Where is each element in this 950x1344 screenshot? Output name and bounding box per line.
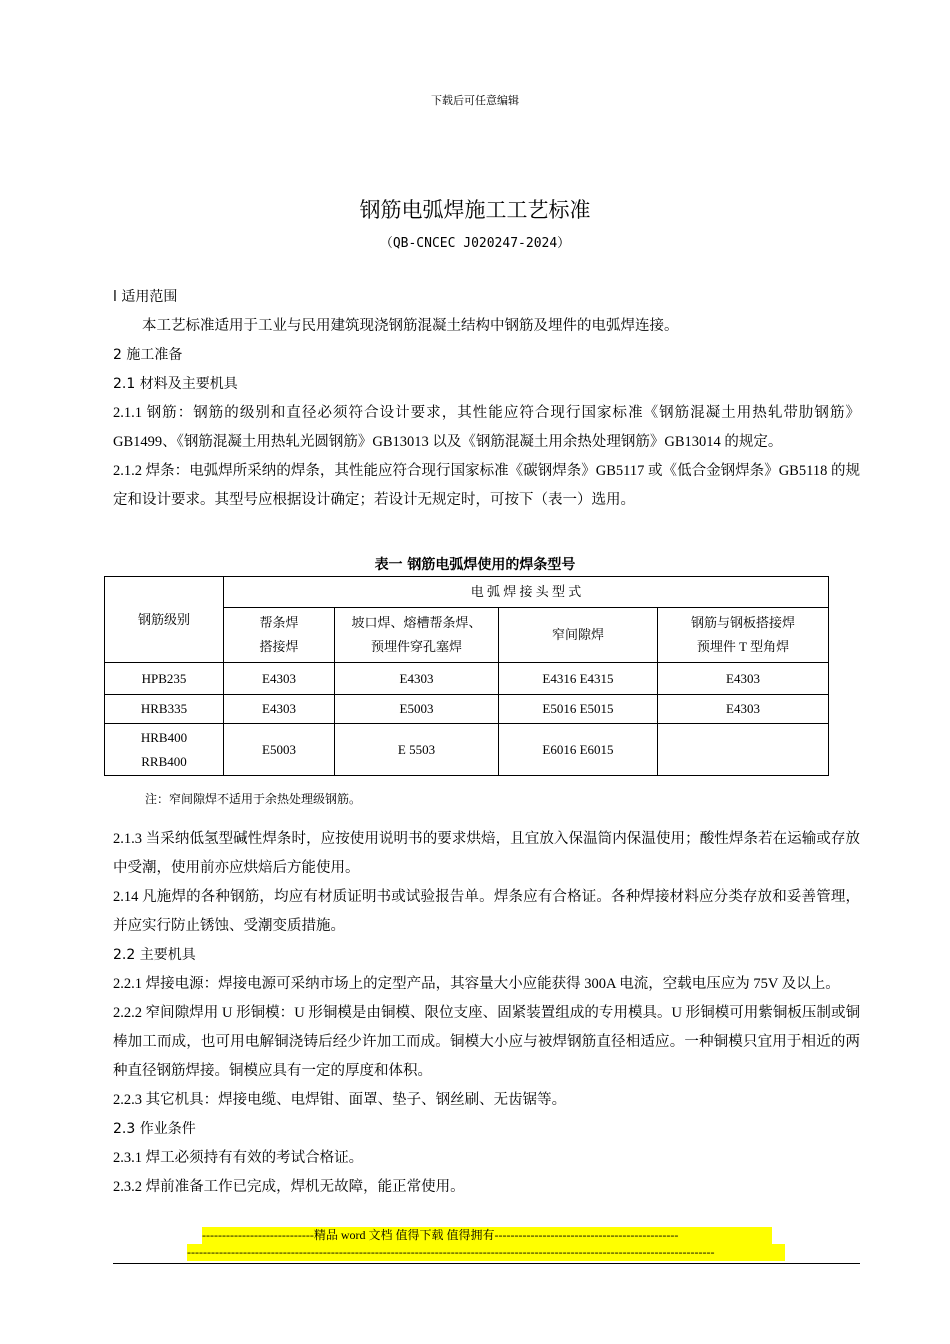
table-row [105, 663, 829, 695]
table-cell: HRB335 [105, 695, 224, 724]
header-joint-type: 电 弧 焊 接 头 型 式 [224, 577, 829, 608]
header-col4: 钢筋与钢板搭接焊 预埋件 T 型角焊 [658, 608, 829, 663]
section-2-2-heading: 2.2 主要机具 [113, 947, 196, 963]
table-cell: E6016 E6015 [499, 724, 658, 776]
footer-line-2: ------------------------------------------------------------------------------------------------------------------------------------ [187, 1244, 785, 1261]
paragraph-2-3-2: 2.3.2 焊前准备工作已完成，焊机无故障，能正常使用。 [113, 1179, 465, 1195]
table-cell: HRB400 RRB400 [105, 724, 224, 776]
table-cell [658, 724, 829, 776]
paragraph-2-2-2: 2.2.2 窄间隙焊用 U 形铜模：U 形铜模是由铜模、限位支座、固紧装置组成的专用模具。U 形铜模可用紫铜板压制或铜棒加工而成，也可用电解铜浇铸后经少许加工而成。铜模大小应与被焊钢筋直径相适应。一种铜模只宜用于相近的两种直径钢筋焊接。铜模应具有一定的厚度和体积。 [113, 1005, 860, 1079]
table-cell: E4303 [658, 663, 829, 695]
section-2-heading: 2 施工准备 [113, 347, 183, 363]
paragraph-2-1-3: 2.1.3 当采纳低氢型碱性焊条时，应按使用说明书的要求烘焙，且宜放入保温筒内保温使用；酸性焊条若在运输或存放中受潮，使用前亦应烘焙后方能使用。 [113, 831, 860, 876]
table-note: 注：窄间隙焊不适用于余热处理级钢筋。 [145, 792, 362, 806]
header-col1: 帮条焊 搭接焊 [224, 608, 335, 663]
paragraph-2-1-4: 2.14 凡施焊的各种钢筋，均应有材质证明书或试验报告单。焊条应有合格证。各种焊接材料应分类存放和妥善管理，并应实行防止锈蚀、受潮变质措施。 [113, 889, 860, 934]
content-bottom [113, 825, 860, 1202]
section-1-body: 本工艺标准适用于工业与民用建筑现浇钢筋混凝土结构中钢筋及埋件的电弧焊连接。 [142, 318, 679, 334]
section-1-heading: l 适用范围 [113, 289, 178, 305]
document-title: 钢筋电弧焊施工工艺标准 [359, 198, 591, 222]
section-2-1-heading: 2.1 材料及主要机具 [113, 376, 238, 392]
table-row [105, 724, 829, 776]
table-cell: HPB235 [105, 663, 224, 695]
header-col2: 坡口焊、熔槽帮条焊、 预埋件穿孔塞焊 [335, 608, 499, 663]
standard-code: （QB-CNCEC J020247-2024） [379, 236, 571, 251]
table-cell: E4316 E4315 [499, 663, 658, 695]
table-cell: E5003 [224, 724, 335, 776]
header-grade: 钢筋级别 [105, 577, 224, 663]
section-2-3-heading: 2.3 作业条件 [113, 1121, 196, 1137]
paragraph-2-1-1: 2.1.1 钢筋：钢筋的级别和直径必须符合设计要求，其性能应符合现行国家标准《钢筋混凝土用热轧带肋钢筋》GB1499、《钢筋混凝土用热轧光圆钢筋》GB13013 以及《钢筋混凝土用余热处理钢筋》GB13014 的规定。 [113, 405, 860, 450]
electrode-table [104, 576, 829, 776]
paragraph-2-2-1: 2.2.1 焊接电源：焊接电源可采纳市场上的定型产品，其容量大小应能获得 300A 电流，空载电压应为 75V 及以上。 [113, 976, 840, 992]
header-col3: 窄间隙焊 [499, 608, 658, 663]
footer-rule [113, 1263, 860, 1264]
table-cell: E4303 [224, 663, 335, 695]
paragraph-2-3-1: 2.3.1 焊工必须持有有效的考试合格证。 [113, 1150, 364, 1166]
table-cell: E5016 E5015 [499, 695, 658, 724]
footer-line-1: ----------------------------精品 word 文档 值得下载 值得拥有---------------------------------------------- [202, 1227, 772, 1244]
header-note: 下载后可任意编辑 [431, 95, 519, 107]
paragraph-2-2-3: 2.2.3 其它机具：焊接电缆、电焊钳、面罩、垫子、钢丝刷、无齿锯等。 [113, 1092, 567, 1108]
paragraph-2-1-2: 2.1.2 焊条：电弧焊所采纳的焊条，其性能应符合现行国家标准《碳钢焊条》GB5117 或《低合金钢焊条》GB5118 的规定和设计要求。其型号应根据设计确定；若设计无规定时，可按下（表一）选用。 [113, 463, 860, 508]
content-top [113, 283, 860, 515]
table-cell: E4303 [335, 663, 499, 695]
table-cell: E 5503 [335, 724, 499, 776]
footer-banner [0, 1227, 950, 1261]
table-row [105, 695, 829, 724]
table-title: 表一 钢筋电弧焊使用的焊条型号 [374, 557, 576, 573]
table-cell: E4303 [658, 695, 829, 724]
table-cell: E4303 [224, 695, 335, 724]
table-cell: E5003 [335, 695, 499, 724]
